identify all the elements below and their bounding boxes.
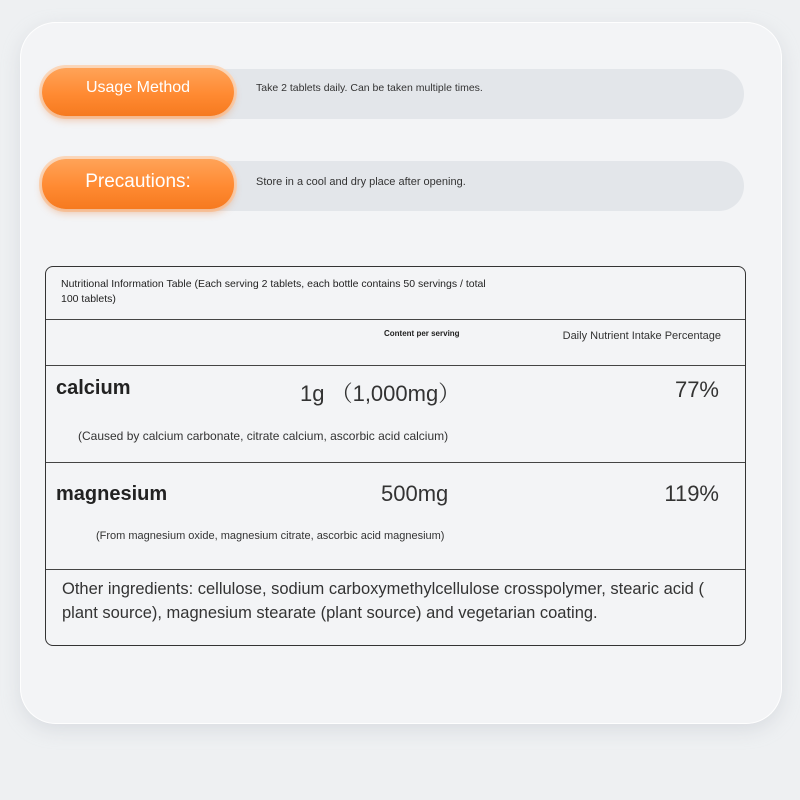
column-header-content: Content per serving: [384, 329, 460, 338]
nutrient-name: calcium: [56, 377, 131, 399]
usage-method-row: [42, 68, 744, 120]
nutrient-source: (From magnesium oxide, magnesium citrate, ascorbic acid magnesium): [96, 530, 445, 542]
precautions-pill: Precautions:: [42, 159, 234, 209]
table-divider: [46, 569, 745, 570]
nutrient-amount: 1g （1,000mg）: [300, 381, 461, 406]
nutrient-amount: 500mg: [381, 481, 449, 506]
usage-method-text: Take 2 tablets daily. Can be taken multiple times.: [256, 82, 483, 94]
nutrient-name: magnesium: [56, 483, 168, 505]
nutrient-percent: 77%: [674, 377, 719, 402]
other-ingredients: Other ingredients: cellulose, sodium carboxymethylcellulose crosspolymer, stearic acid ( plant source), magnesium stearate (plant source) and vegetarian coating.: [62, 580, 704, 622]
table-divider: [46, 462, 745, 463]
nutrient-source: (Caused by calcium carbonate, citrate calcium, ascorbic acid calcium): [78, 429, 449, 443]
usage-method-pill: Usage Method: [42, 68, 234, 116]
precautions-row: [42, 160, 744, 212]
nutrition-table-title: Nutritional Information Table (Each serving 2 tablets, each bottle contains 50 servings / total 100 tablets): [61, 278, 486, 305]
table-divider: [46, 319, 745, 320]
nutrition-table: [45, 266, 746, 646]
table-divider: [46, 365, 745, 366]
column-header-daily: Daily Nutrient Intake Percentage: [562, 330, 721, 342]
nutrient-percent: 119%: [664, 481, 719, 506]
precautions-text: Store in a cool and dry place after opening.: [256, 176, 466, 188]
